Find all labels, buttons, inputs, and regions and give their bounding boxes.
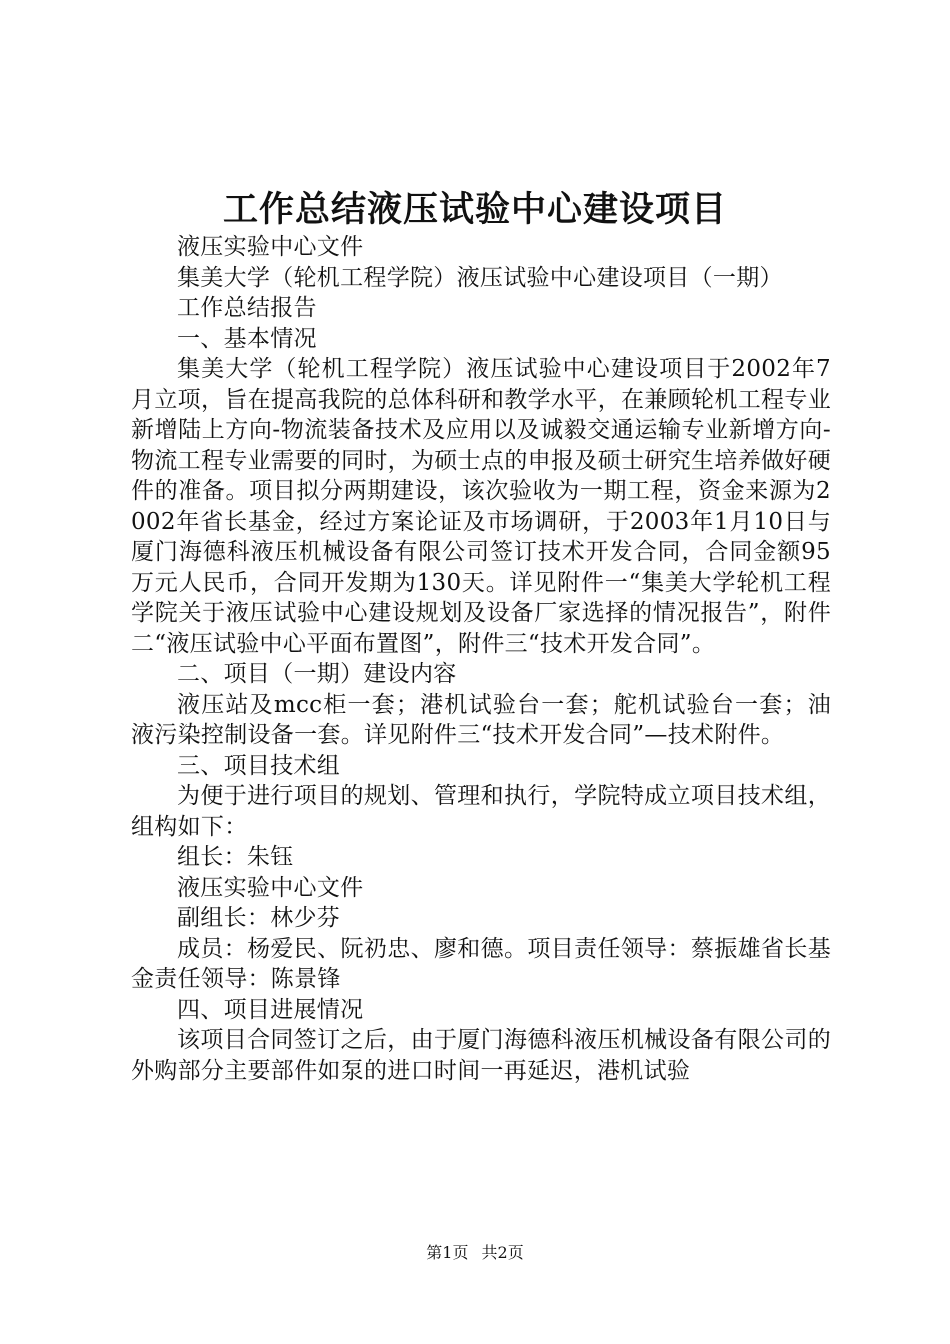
section-heading-content: 二、项目（一期）建设内容: [177, 661, 457, 687]
paragraph-content: 液压站及mcc柜一套；港机试验台一套；舵机试验台一套；油液污染控制设备一套。详见附件三“技术开发合同”—技术附件。: [131, 691, 831, 748]
paragraph-progress: 该项目合同签订之后，由于厦门海德科液压机械设备有限公司的外购部分主要部件如泵的进口时间一再延迟，港机试验: [131, 1027, 831, 1084]
page-total: 共2页: [481, 1243, 524, 1262]
paragraph-project-name: 集美大学（轮机工程学院）液压试验中心建设项目（一期）: [177, 264, 783, 291]
paragraph-header-file: 液压实验中心文件: [177, 234, 364, 260]
paragraph-report-title: 工作总结报告: [177, 295, 317, 321]
section-heading-basic-info: 一、基本情况: [177, 325, 317, 352]
paragraph-header-file-repeat: 液压实验中心文件: [177, 874, 364, 901]
document-body: [131, 232, 831, 1086]
section-heading-tech-group: 三、项目技术组: [177, 752, 341, 779]
page-number: 第1页: [426, 1243, 469, 1262]
section-heading-progress: 四、项目进展情况: [177, 996, 364, 1023]
paragraph-leader: 组长：朱钰: [177, 844, 294, 870]
document-title: 工作总结液压试验中心建设项目: [222, 189, 727, 230]
paragraph-tech-group: 为便于进行项目的规划、管理和执行，学院特成立项目技术组，组构如下：: [131, 783, 831, 840]
page-footer: [0, 1241, 950, 1265]
paragraph-members: 成员：杨爱民、阮礽忠、廖和德。项目责任领导：蔡振雄省长基金责任领导：陈景锋: [131, 935, 831, 992]
paragraph-deputy-leader: 副组长：林少芬: [177, 905, 341, 931]
paragraph-basic-info: 集美大学（轮机工程学院）液压试验中心建设项目于2002年7月立项，旨在提高我院的总体科研和教学水平，在兼顾轮机工程专业新增陆上方向-物流装备技术及应用以及诚毅交通运输专业新增方向-物流工程专业需要的同时，为硕士点的申报及硕士研究生培养做好硬件的准备。项目拟分两期建设，该次验收为一期工程，资金来源为2002年省长基金，经过方案论证及市场调研，于2003年1月10日与厦门海德科液压机械设备有限公司签订技术开发合同，合同金额95万元人民币，合同开发期为130天。详见附件一“集美大学轮机工程学院关于液压试验中心建设规划及设备厂家选择的情况报告”，附件二“液压试验中心平面布置图”，附件三“技术开发合同”。: [131, 356, 831, 657]
